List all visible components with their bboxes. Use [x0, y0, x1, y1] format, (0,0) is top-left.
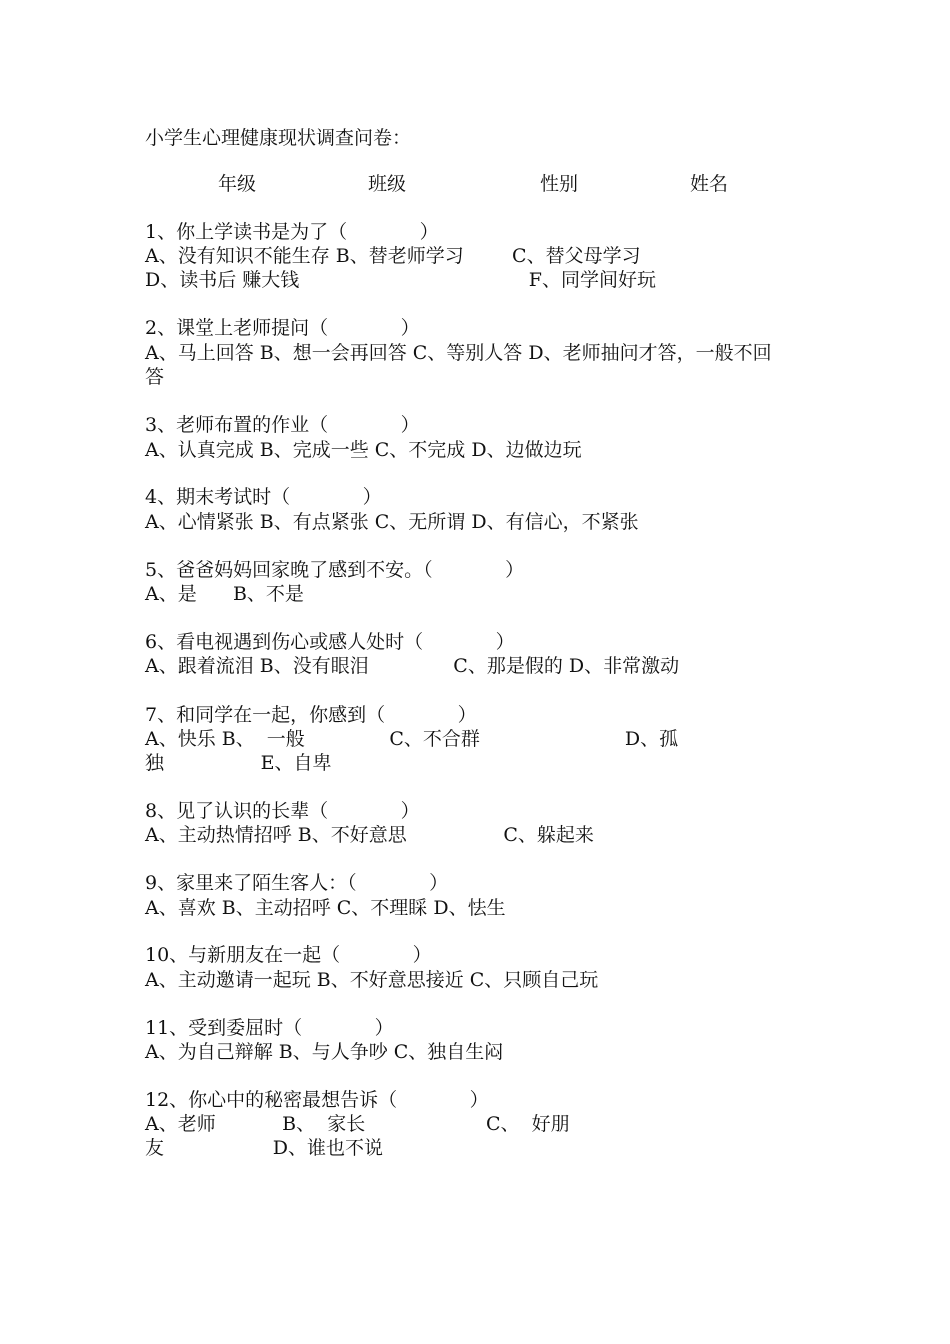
question-12: 12、你心中的秘密最想告诉（ ）: [145, 1089, 489, 1111]
question-1-options: A、没有知识不能生存 B、替老师学习 C、替父母学习: [145, 245, 641, 267]
question-7-options-cont: 独 E、自卑: [145, 752, 332, 774]
question-2-options: A、马上回答 B、想一会再回答 C、等别人答 D、老师抽问才答，一般不回: [145, 342, 772, 364]
question-7-options: A、快乐 B、 一般 C、不合群 D、孤: [145, 728, 679, 750]
question-11: 11、受到委屈时（ ）: [145, 1017, 394, 1039]
question-4-options: A、心情紧张 B、有点紧张 C、无所谓 D、有信心，不紧张: [145, 511, 639, 533]
question-5-options: A、是 B、不是: [145, 583, 304, 605]
field-gender: 性别: [540, 173, 579, 195]
question-7: 7、和同学在一起，你感到（ ）: [145, 704, 477, 726]
question-3-options: A、认真完成 B、完成一些 C、不完成 D、边做边玩: [145, 439, 582, 461]
question-10: 10、与新朋友在一起（ ）: [145, 944, 432, 966]
question-12-options: A、老师 B、 家长 C、 好朋: [145, 1113, 570, 1135]
question-9-options: A、喜欢 B、主动招呼 C、不理睬 D、怯生: [145, 897, 506, 919]
question-9: 9、家里来了陌生客人：（ ）: [145, 872, 449, 894]
question-1-options-cont: D、读书后 赚大钱 F、同学间好玩: [145, 269, 656, 291]
question-8: 8、见了认识的长辈（ ）: [145, 800, 420, 822]
question-11-options: A、为自己辩解 B、与人争吵 C、独自生闷: [145, 1041, 504, 1063]
question-5: 5、爸爸妈妈回家晚了感到不安。（ ）: [145, 559, 525, 581]
field-grade: 年级: [218, 173, 257, 195]
question-6: 6、看电视遇到伤心或感人处时（ ）: [145, 631, 515, 653]
question-2-options-cont: 答: [145, 366, 165, 388]
question-3: 3、老师布置的作业（ ）: [145, 414, 420, 436]
question-6-options: A、跟着流泪 B、没有眼泪 C、那是假的 D、非常激动: [145, 655, 680, 677]
question-1: 1、你上学读书是为了（ ）: [145, 221, 439, 243]
document-title: 小学生心理健康现状调查问卷：: [145, 127, 412, 149]
field-class: 班级: [368, 173, 407, 195]
question-4: 4、期末考试时（ ）: [145, 486, 382, 508]
field-name: 姓名: [690, 173, 729, 195]
question-12-options-cont: 友 D、谁也不说: [145, 1137, 383, 1159]
question-2: 2、课堂上老师提问（ ）: [145, 317, 420, 339]
question-10-options: A、主动邀请一起玩 B、不好意思接近 C、只顾自己玩: [145, 969, 599, 991]
question-8-options: A、主动热情招呼 B、不好意思 C、躲起来: [145, 824, 594, 846]
